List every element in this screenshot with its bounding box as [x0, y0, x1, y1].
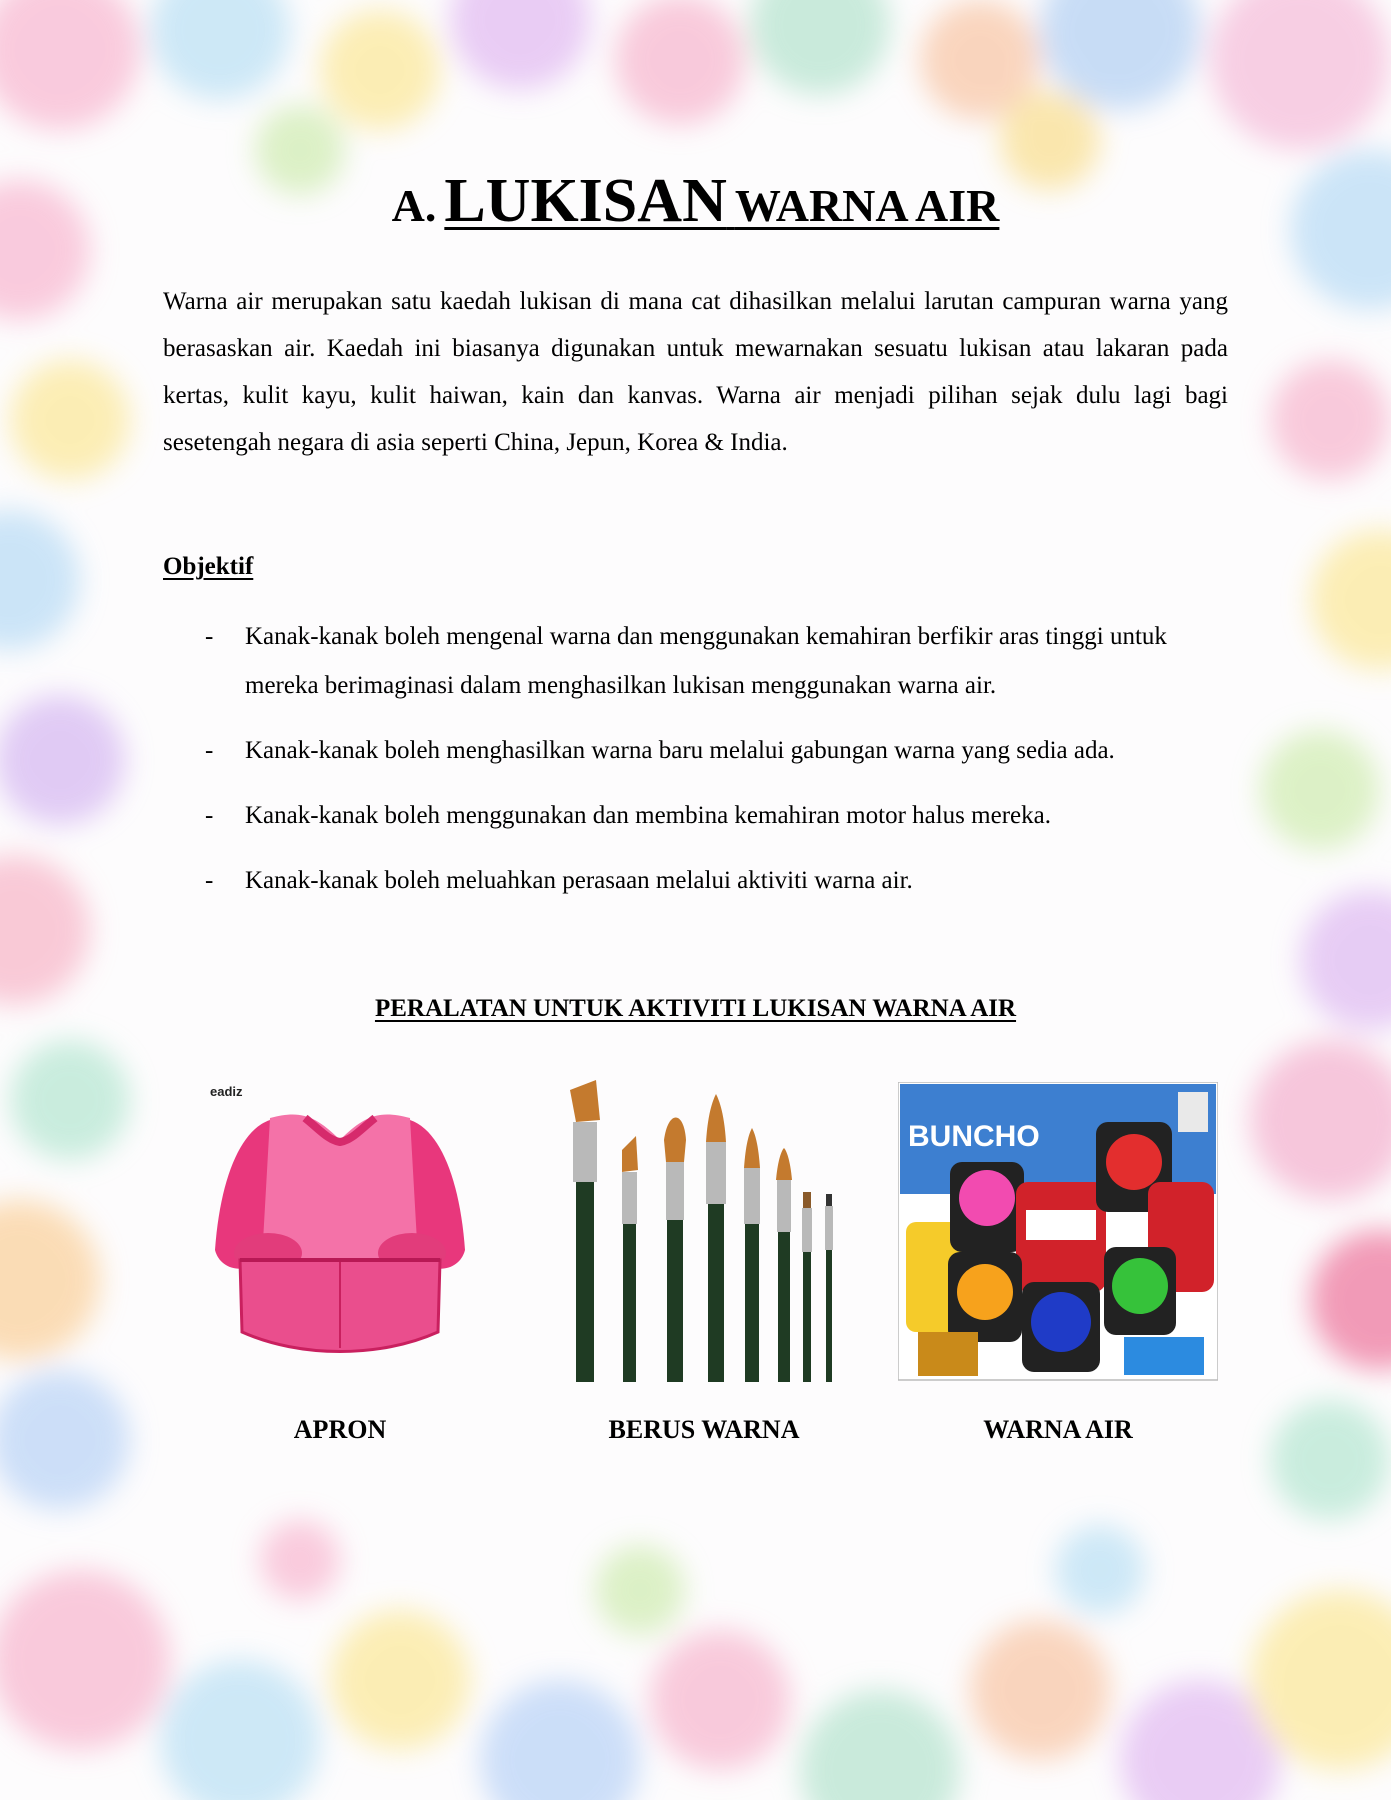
equipment-brushes [556, 1070, 852, 1450]
objective-text: Kanak-kanak boleh menghasilkan warna baru melalui gabungan warna yang sedia ada. [245, 737, 1115, 764]
page-title [0, 167, 1391, 235]
list-item [163, 856, 1223, 905]
apron-brand-text: eadiz [210, 1084, 243, 1099]
objective-text: Kanak-kanak boleh meluahkan perasaan melalui aktiviti warna air. [245, 867, 913, 894]
objectives-list [163, 612, 1223, 921]
equipment-heading: PERALATAN UNTUK AKTIVITI LUKISAN WARNA AIR [374, 995, 1017, 1022]
objective-text: Kanak-kanak boleh menggunakan dan membina kemahiran motor halus mereka. [245, 802, 1051, 829]
equipment-caption: APRON [293, 1415, 387, 1444]
title-main: LUKISAN [444, 167, 727, 235]
objective-text: Kanak-kanak boleh mengenal warna dan menggunakan kemahiran berfikir aras tinggi untuk mereka berimaginasi dalam menghasilkan lukisan menggunakan warna air. [245, 623, 1167, 699]
list-item [163, 791, 1223, 840]
paintbrushes-icon [556, 1080, 852, 1390]
equipment-apron [200, 1070, 480, 1450]
equipment-paint [898, 1070, 1218, 1450]
paint-brand-text: BUNCHO [908, 1120, 1040, 1153]
bullet-dash: - [205, 867, 214, 894]
title-prefix: A. [391, 180, 437, 231]
title-suffix: WARNA AIR [734, 180, 1000, 231]
equipment-caption: WARNA AIR [983, 1415, 1133, 1444]
bullet-dash: - [205, 737, 214, 764]
intro-paragraph: Warna air merupakan satu kaedah lukisan di mana cat dihasilkan melalui larutan campuran warna yang berasaskan air. Kaedah ini biasanya digunakan untuk mewarnakan sesuatu lukisan atau lakaran pada kertas, kulit kayu, kulit haiwan, kain dan kanvas. Warna air menjadi pilihan sejak dulu lagi bagi sesetengah negara di asia seperti China, Jepun, Korea & India. [163, 288, 1228, 456]
list-item [163, 726, 1223, 775]
apron-icon [200, 1070, 480, 1370]
paint-jars-icon [898, 1082, 1218, 1382]
equipment-caption: BERUS WARNA [608, 1415, 800, 1444]
bullet-dash: - [205, 623, 214, 650]
objectives-heading: Objektif [163, 553, 254, 580]
list-item [163, 612, 1223, 710]
bullet-dash: - [205, 802, 214, 829]
